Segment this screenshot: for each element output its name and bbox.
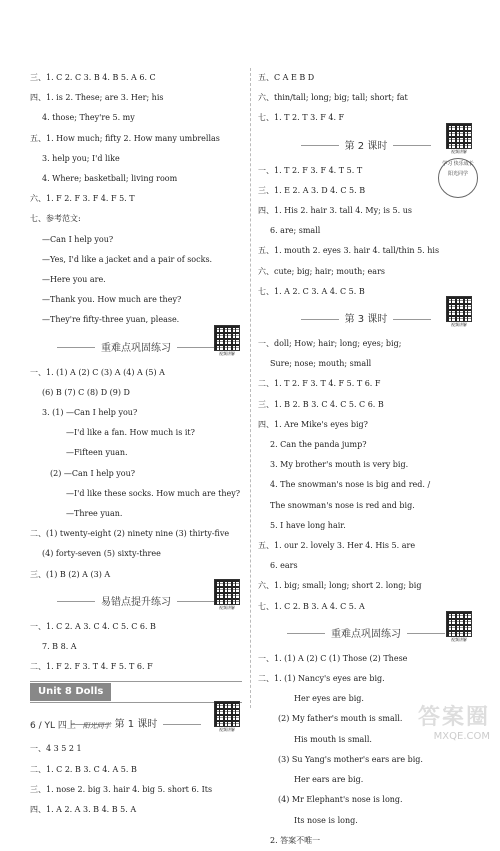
left-block-3 xyxy=(30,617,242,678)
answer-line: —They're fifty-three yuan, please. xyxy=(42,315,180,325)
answer-line: (4) forty-seven (5) sixty-three xyxy=(42,549,161,559)
answer-line: 五、C A E B D xyxy=(258,73,315,82)
answer-line: —I'd like a fan. How much is it? xyxy=(66,428,195,438)
answer-line: 4. those; They're 5. my xyxy=(42,113,135,123)
section-header xyxy=(258,619,474,645)
answer-line: 二、(1) twenty-eight (2) ninety nine (3) thirty-five xyxy=(30,529,230,539)
watermark xyxy=(418,700,490,742)
qr-code-icon xyxy=(214,579,240,605)
answer-line: His mouth is small. xyxy=(294,734,372,744)
page-number: 6 / YL 四上 xyxy=(30,721,76,731)
section-header xyxy=(30,333,242,359)
qr-caption: 视频讲解 xyxy=(451,636,467,642)
answer-line: 3. (1) —Can I help you? xyxy=(42,408,138,418)
answer-line: 4. Where; basketball; living room xyxy=(42,174,178,184)
answer-line: 一、4 3 5 2 1 xyxy=(30,744,82,754)
answer-line: 七、参考范文: xyxy=(30,214,81,224)
qr-code[interactable] xyxy=(446,123,472,157)
answer-line: 四、1. His 2. hair 3. tall 4. My; is 5. us xyxy=(258,206,412,216)
answer-line: (6) B (7) C (8) D (9) D xyxy=(42,387,130,397)
brand-logo: 阳光同学 xyxy=(82,722,111,730)
column-divider xyxy=(250,68,251,708)
right-block-4 xyxy=(258,649,474,851)
section-header xyxy=(30,587,242,613)
answer-line: —Here you are. xyxy=(42,275,106,285)
answer-line: 二、1. F 2. F 3. T 4. F 5. T 6. F xyxy=(30,662,153,672)
answer-line: 五、1. our 2. lovely 3. Her 4. His 5. are xyxy=(258,541,416,551)
answer-line: (3) Su Yang's mother's ears are big. xyxy=(278,754,423,764)
answer-line: 三、1. nose 2. big 3. hair 4. big 5. short 6. Its xyxy=(30,784,213,794)
answer-line: (4) Mr Elephant's nose is long. xyxy=(278,795,403,805)
answer-line: 三、1. C 2. C 3. B 4. B 5. A 6. C xyxy=(30,73,156,82)
answer-line: 一、1. (1) A (2) C (3) A (4) A (5) A xyxy=(30,367,165,377)
qr-caption: 视频讲解 xyxy=(219,727,235,733)
section-header xyxy=(258,304,474,330)
answer-line: 3. help you; I'd like xyxy=(42,153,120,163)
answer-line: Her ears are big. xyxy=(294,775,364,785)
qr-caption: 视频讲解 xyxy=(451,148,467,154)
qr-code-icon xyxy=(214,325,240,351)
section-title: 第 2 课时 xyxy=(258,137,474,152)
answer-line: (2) —Can I help you? xyxy=(50,468,136,478)
section-title: 易错点提升练习 xyxy=(30,593,242,608)
unit-title: Unit 8 Dolls xyxy=(30,683,111,701)
answer-line: —Yes, I'd like a jacket and a pair of socks. xyxy=(42,254,213,264)
answer-line: 3. My brother's mouth is very big. xyxy=(270,460,409,470)
answer-line: 六、1. big; small; long; short 2. long; big xyxy=(258,581,422,591)
answer-line: 二、1. C 2. B 3. C 4. A 5. B xyxy=(30,764,137,774)
answer-line: 二、1. (1) Nancy's eyes are big. xyxy=(258,674,385,684)
unit-banner xyxy=(30,681,242,703)
section-title: 第 3 课时 xyxy=(258,310,474,325)
answer-line: 2. 答案不唯一 xyxy=(270,835,321,845)
qr-caption: 视频讲解 xyxy=(451,322,467,328)
qr-code[interactable] xyxy=(214,579,240,613)
watermark-site: MXQE.COM xyxy=(433,731,490,742)
answer-line: —I'd like these socks. How much are they? xyxy=(66,488,241,498)
left-block-1 xyxy=(30,68,242,331)
qr-code[interactable] xyxy=(214,325,240,359)
answer-line: —Thank you. How much are they? xyxy=(42,295,182,305)
answer-line: 四、1. is 2. These; are 3. Her; his xyxy=(30,93,164,103)
answer-line: 五、1. How much; fifty 2. How many umbrellas xyxy=(30,133,220,143)
answer-line: 7. B 8. A xyxy=(42,642,77,652)
answer-line: 三、1. B 2. B 3. C 4. C 5. C 6. B xyxy=(258,399,384,409)
answer-line: —Fifteen yuan. xyxy=(66,448,128,458)
qr-code[interactable] xyxy=(446,611,472,645)
answer-line: 六、thin/tall; long; big; tall; short; fat xyxy=(258,93,408,103)
left-column xyxy=(30,68,242,820)
right-block-1 xyxy=(258,68,474,129)
answer-line: 二、1. T 2. F 3. T 4. F 5. T 6. F xyxy=(258,379,381,389)
page-footer xyxy=(30,718,111,731)
answer-line: 三、(1) B (2) A (3) A xyxy=(30,569,111,579)
left-block-4 xyxy=(30,739,242,820)
answer-line: Her eyes are big. xyxy=(294,694,364,704)
answer-line: 2. Can the panda jump? xyxy=(270,440,367,450)
qr-caption: 视频讲解 xyxy=(219,350,235,356)
answer-line: 5. I have long hair. xyxy=(270,520,346,530)
answer-line: 一、doll; How; hair; long; eyes; big; xyxy=(258,339,402,349)
qr-code[interactable] xyxy=(446,296,472,330)
qr-code-icon xyxy=(214,701,240,727)
praise-stamp: 学习 快乐成长 阳光同学 xyxy=(438,158,478,198)
right-block-3 xyxy=(258,334,474,617)
qr-code-icon xyxy=(446,296,472,322)
section-title: 重难点巩固练习 xyxy=(258,625,474,640)
answer-line: 七、1. C 2. B 3. A 4. C 5. A xyxy=(258,601,365,611)
qr-code[interactable] xyxy=(214,701,240,735)
answer-line: 一、1. T 2. F 3. F 4. T 5. T xyxy=(258,165,363,175)
watermark-logo: 答案圈 xyxy=(417,705,490,730)
qr-code-icon xyxy=(446,611,472,637)
answer-line: 四、1. Are Mike's eyes big? xyxy=(258,419,368,429)
answer-line: —Three yuan. xyxy=(66,509,123,519)
answer-line: 6. ears xyxy=(270,561,298,571)
answer-line: Sure; nose; mouth; small xyxy=(270,359,372,369)
qr-caption: 视频讲解 xyxy=(219,604,235,610)
section-header xyxy=(258,131,474,157)
answer-line: —Can I help you? xyxy=(42,234,114,244)
answer-line: 6. are; small xyxy=(270,226,321,236)
qr-code-icon xyxy=(446,123,472,149)
answer-line: 三、1. E 2. A 3. D 4. C 5. B xyxy=(258,185,366,195)
answer-line: 六、cute; big; hair; mouth; ears xyxy=(258,266,385,276)
answer-line: 一、1. (1) A (2) C (1) Those (2) These xyxy=(258,653,408,663)
answer-line: 五、1. mouth 2. eyes 3. hair 4. tall/thin 5. his xyxy=(258,246,440,256)
answer-line: 七、1. A 2. C 3. A 4. C 5. B xyxy=(258,286,365,296)
answer-line: (2) My father's mouth is small. xyxy=(278,714,403,724)
answer-line: 六、1. F 2. F 3. F 4. F 5. T xyxy=(30,194,135,204)
answer-line: 一、1. C 2. A 3. C 4. C 5. C 6. B xyxy=(30,621,156,631)
answer-line: 4. The snowman's nose is big and red. / xyxy=(270,480,431,490)
left-block-2 xyxy=(30,363,242,585)
section-title: 重难点巩固练习 xyxy=(30,339,242,354)
answer-line: The snowman's nose is red and big. xyxy=(270,500,415,510)
section-title: 第 1 课时 xyxy=(30,715,242,730)
answer-line: Its nose is long. xyxy=(294,815,358,825)
answer-line: 七、1. T 2. T 3. F 4. F xyxy=(258,113,345,123)
answer-line: 四、1. A 2. A 3. B 4. B 5. A xyxy=(30,805,137,815)
